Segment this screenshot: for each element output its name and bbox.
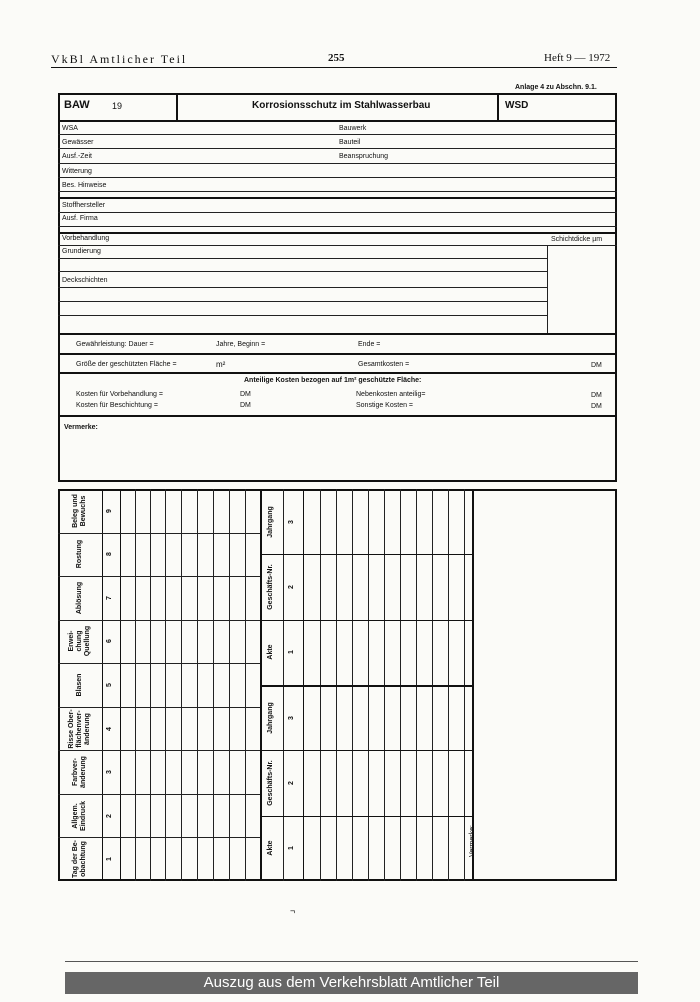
wsd-label: WSD [505, 100, 529, 111]
field-ausf-zeit: Ausf.-Zeit [62, 153, 92, 160]
file-label: Akte [267, 840, 274, 856]
grid-line [58, 750, 260, 751]
grid-line [58, 707, 260, 708]
observation-number: 4 [106, 726, 113, 731]
form-number: 19 [112, 101, 123, 111]
costs-heading: Anteilige Kosten bezogen auf 1m² geschützte Fläche: [244, 377, 422, 384]
issue-number: Heft 9 — 1972 [544, 52, 611, 64]
observation-label: Blasen [75, 673, 83, 697]
observation-label: Tag der Be-obachtung [71, 840, 87, 879]
costs-additional-dm: DM [591, 392, 602, 399]
bottom-remarks-label: Vermerke: [469, 825, 476, 857]
costs-other: Sonstige Kosten = [356, 402, 414, 409]
file-number: 3 [288, 519, 295, 524]
grid-line [260, 750, 472, 751]
observation-number: 2 [106, 813, 113, 818]
field-gewaesser: Gewässer [62, 139, 94, 146]
observation-label: Farbver-änderung [71, 756, 87, 789]
observation-label: Beleg und Bewuchs [71, 493, 87, 528]
observation-label: Ablösung [75, 581, 83, 615]
grid-line [260, 620, 472, 621]
costs-additional: Nebenkosten anteilig= [356, 391, 426, 398]
field-ausf-firma: Ausf. Firma [62, 215, 98, 222]
file-label: Akte [267, 644, 274, 660]
file-number: 2 [288, 585, 295, 589]
file-label: Geschäfts-Nr. [267, 564, 274, 610]
grid-line [260, 816, 472, 817]
observation-number: 5 [106, 683, 113, 687]
grid-line [150, 489, 151, 881]
field-schichtdicke: Schichtdicke µm [551, 236, 603, 243]
file-number: 3 [288, 715, 295, 720]
area-unit: m² [216, 360, 226, 369]
area-size: Größe der geschützten Fläche = [76, 361, 177, 368]
costs-other-dm: DM [591, 403, 602, 410]
grid-line [58, 663, 260, 664]
field-deckschichten: Deckschichten [62, 277, 108, 284]
warranty-end: Ende = [358, 341, 381, 348]
total-costs: Gesamtkosten = [358, 361, 410, 368]
file-number: 1 [288, 846, 295, 851]
field-bauwerk: Bauwerk [339, 125, 367, 132]
observation-number: 1 [106, 857, 113, 862]
observation-label: Erwei-chung Quellung [67, 626, 91, 657]
grid-line [102, 489, 103, 881]
grid-line [120, 489, 121, 881]
page-number: 255 [328, 52, 345, 64]
grid-line [181, 489, 182, 881]
observation-number: 3 [106, 770, 113, 775]
observation-number: 6 [106, 639, 113, 644]
grid-line [213, 489, 214, 881]
baw-label: BAW [64, 99, 90, 111]
observation-number: 8 [106, 552, 113, 557]
page-mark: ¬ [290, 906, 296, 916]
field-beanspruchung: Beanspruchung [339, 153, 389, 160]
costs-coating-dm: DM [240, 402, 251, 409]
grid-line [229, 489, 230, 881]
grid-line [197, 489, 198, 881]
costs-pretreatment: Kosten für Vorbehandlung = [76, 391, 163, 398]
costs-pretreatment-dm: DM [240, 391, 251, 398]
file-label: Jahrgang [267, 505, 274, 538]
field-vorbehandlung: Vorbehandlung [62, 235, 110, 242]
grid-line [260, 685, 472, 687]
file-label: Geschäfts-Nr. [267, 760, 274, 806]
remarks-label: Vermerke: [64, 424, 98, 431]
grid-line [135, 489, 136, 881]
field-witterung: Witterung [62, 168, 92, 175]
file-label: Jahrgang [267, 701, 274, 734]
observation-number: 9 [106, 508, 113, 513]
annex-note: Anlage 4 zu Abschn. 9.1. [515, 84, 597, 91]
footer-banner: Auszug aus dem Verkehrsblatt Amtlicher Teil [65, 972, 638, 994]
grid-line [58, 794, 260, 795]
observation-label: Rostung [75, 540, 83, 569]
field-bauteil: Bauteil [339, 139, 361, 146]
field-stoffhersteller: Stoffhersteller [62, 202, 106, 209]
warranty-duration: Gewährleistung: Dauer = [76, 341, 154, 348]
observation-number: 7 [106, 595, 113, 600]
grid-line [165, 489, 166, 881]
form-title: Korrosionsschutz im Stahlwasserbau [252, 100, 431, 111]
file-number: 1 [288, 650, 295, 655]
grid-line [58, 576, 260, 577]
costs-coating: Kosten für Beschichtung = [76, 402, 158, 409]
warranty-years: Jahre, Beginn = [216, 341, 266, 348]
total-costs-currency: DM [591, 362, 602, 369]
field-grundierung: Grundierung [62, 248, 101, 255]
file-number: 2 [288, 781, 295, 785]
grid-line [245, 489, 246, 881]
field-wsa: WSA [62, 125, 78, 132]
observation-label: Risse Ober-flächenver-änderung [67, 708, 91, 749]
observation-label: Allgem. Eindruck [71, 800, 87, 831]
grid-line [260, 554, 472, 555]
field-hinweise: Bes. Hinweise [62, 182, 107, 189]
journal-title: VkBl Amtlicher Teil [51, 52, 188, 66]
